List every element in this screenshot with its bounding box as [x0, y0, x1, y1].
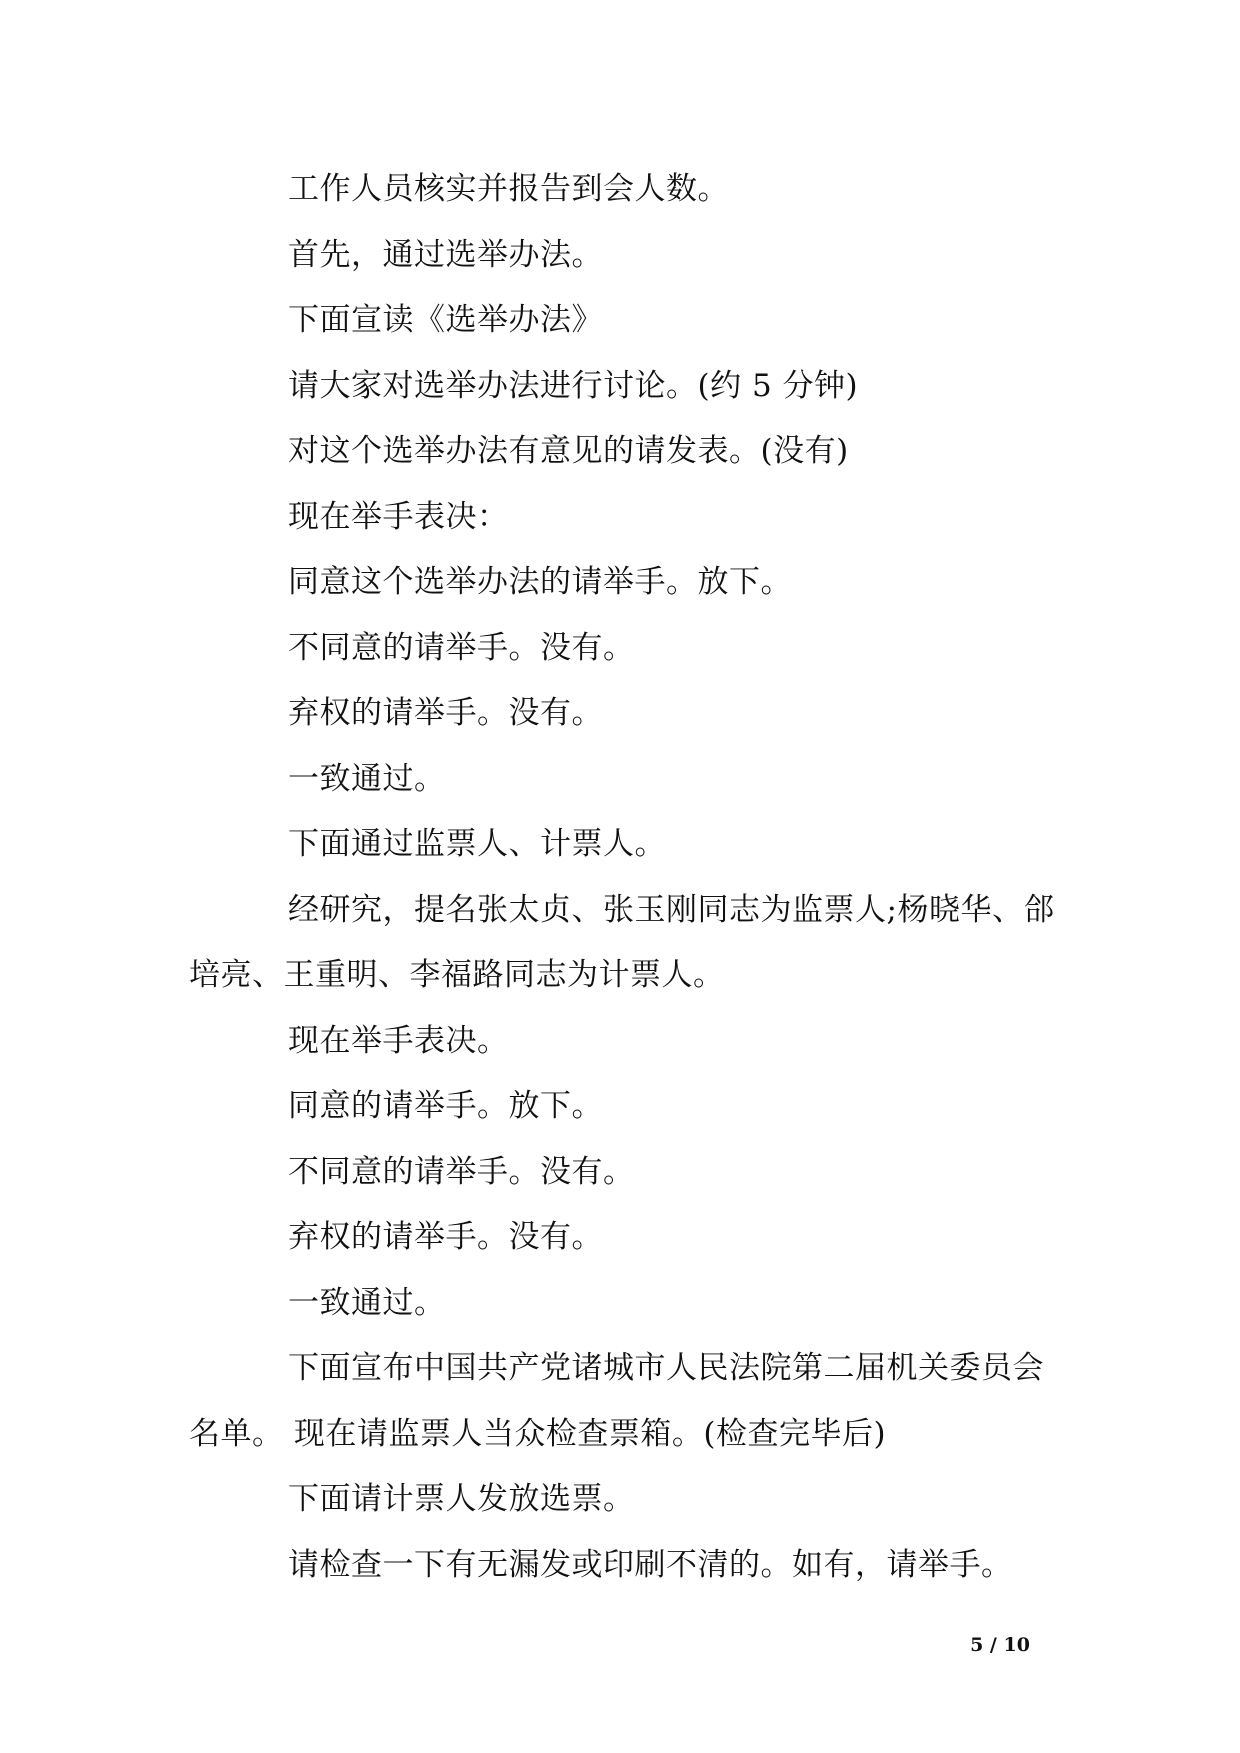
paragraph-5: 对这个选举办法有意见的请发表。(没有): [288, 433, 849, 469]
paragraph-19: 下面请计票人发放选票。: [288, 1481, 635, 1517]
paragraph-14: 同意的请举手。放下。: [288, 1088, 603, 1124]
paragraph-8: 不同意的请举手。没有。: [288, 629, 635, 666]
paragraph-16: 弃权的请举手。没有。: [288, 1219, 603, 1255]
paragraph-17: 一致通过。: [288, 1284, 446, 1321]
paragraph-9: 弃权的请举手。没有。: [288, 695, 603, 731]
paragraph-3: 下面宣读《选举办法》: [288, 302, 603, 338]
document-body: [189, 157, 1069, 1598]
paragraph-10: 一致通过。: [288, 760, 446, 797]
paragraph-2: 首先，通过选举办法。: [288, 236, 603, 273]
paragraph-13: 现在举手表决。: [288, 1022, 509, 1059]
paragraph-20: 请检查一下有无漏发或印刷不清的。如有，请举手。: [288, 1546, 1013, 1583]
paragraph-6: 现在举手表决：: [288, 498, 509, 535]
paragraph-4: 请大家对选举办法进行讨论。(约 5 分钟): [288, 367, 859, 404]
paragraph-11: 下面通过监票人、计票人。: [288, 826, 666, 862]
paragraph-15: 不同意的请举手。没有。: [288, 1153, 635, 1190]
paragraph-12: 经研究，提名张太贞、张玉刚同志为监票人;杨晓华、郃培亮、王重明、李福路同志为计票人。: [189, 891, 1055, 993]
paragraph-7: 同意这个选举办法的请举手。放下。: [288, 564, 792, 600]
page-number: 5 / 10: [970, 1634, 1030, 1656]
paragraph-1: 工作人员核实并报告到会人数。: [288, 171, 729, 207]
paragraph-18: 下面宣布中国共产党诸城市人民法院第二届机关委员会名单。 现在请监票人当众检查票箱。(检查完毕后): [189, 1350, 1044, 1452]
